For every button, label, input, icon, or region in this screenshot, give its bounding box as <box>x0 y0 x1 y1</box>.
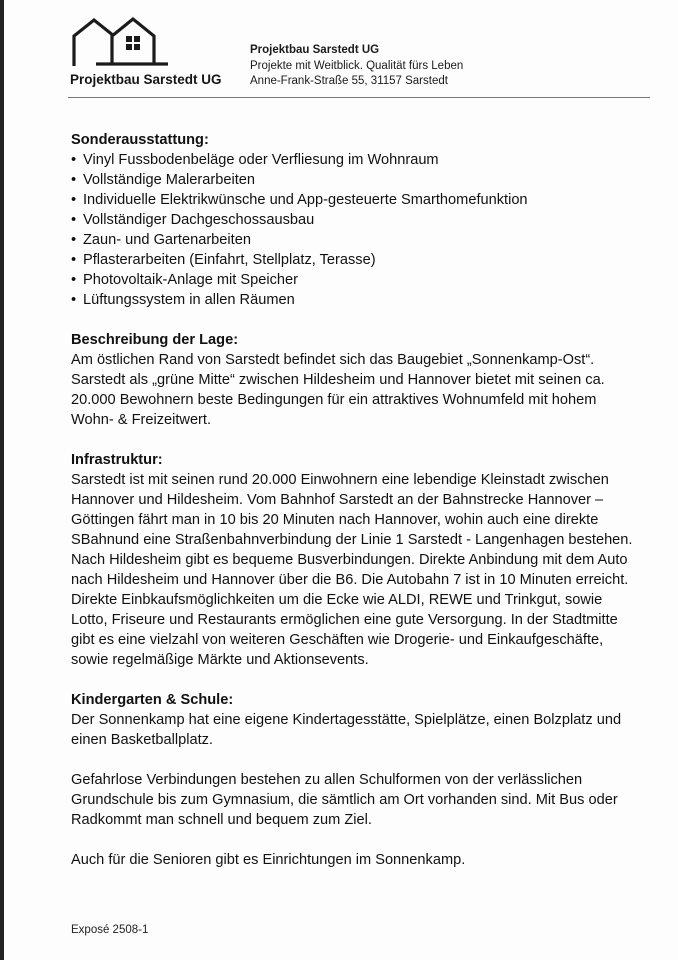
list-item-text: Individuelle Elektrikwünsche und App-gesteuerte Smarthomefunktion <box>83 192 528 208</box>
section-text: Sarstedt ist mit seinen rund 20.000 Einwohnern eine lebendige Kleinstadt zwischen Hannover und Hildesheim. Vom Bahnhof Sarstedt an der Bahnstrecke Hannover – Göttingen fährt man in 10 bis 20 Minuten nach Hannover, wohin auch eine direkte SBahnund eine Straßenbahnverbindung der Linie 1 Sarstedt - Langenhagen bestehen. Nach Hildesheim gibt es bequeme Busverbindungen. Direkte Anbindung mit dem Auto nach Hildesheim und Hannover über die B6. Die Autobahn 7 ist in 10 Minuten erreicht. Direkte Einbkaufsmöglichkeiten um die Ecke wie ALDI, REWE und Trinkgut, sowie Lotto, Friseure und Restaurants ermöglichen eine gute Versorgung. In der Stadtmitte gibt es eine vielzahl von weiteren Geschäften wie Drogerie- und Einkaufgeschäfte, sowie regelmäßige Märkte und Aktionsevents. <box>71 472 633 668</box>
house-logo-icon <box>70 16 170 68</box>
list-item-text: Vinyl Fussbodenbeläge oder Verfliesung im Wohnraum <box>83 152 439 168</box>
list-item-text: Photovoltaik-Anlage mit Speicher <box>83 272 298 288</box>
company-tagline: Projekte mit Weitblick. Qualität fürs Leben <box>250 59 464 72</box>
bullet-icon: • <box>71 232 77 248</box>
document-body <box>71 130 641 890</box>
bullet-icon: • <box>71 212 77 228</box>
section-text: Der Sonnenkamp hat eine eigene Kindertagesstätte, Spielplätze, einen Bolzplatz und einen Basketballplatz. <box>71 712 622 748</box>
list-item <box>71 250 641 270</box>
document-id: Exposé 2508-1 <box>71 924 149 936</box>
list-item <box>71 190 641 210</box>
section-text: Gefahrlose Verbindungen bestehen zu allen Schulformen von der verlässlichen Grundschule bis zum Gymnasium, die sämtlich am Ort vorhanden sind. Mit Bus oder Radkommt man schnell und bequem zum Ziel. <box>71 772 618 828</box>
header-divider <box>68 97 650 98</box>
bullet-icon: • <box>71 192 77 208</box>
logo-company-name: Projektbau Sarstedt UG <box>70 72 222 87</box>
company-address: Anne-Frank-Straße 55, 31157 Sarstedt <box>250 75 448 87</box>
left-edge-strip <box>0 0 4 960</box>
list-item <box>71 270 641 290</box>
bullet-icon: • <box>71 172 77 188</box>
section-kindergarten <box>71 690 641 750</box>
section-heading: Infrastruktur: <box>71 452 163 468</box>
list-item <box>71 170 641 190</box>
list-item-text: Vollständige Malerarbeiten <box>83 172 255 188</box>
list-item <box>71 290 641 310</box>
section-text: Auch für die Senioren gibt es Einrichtungen im Sonnenkamp. <box>71 852 466 868</box>
section-heading: Sonderausstattung: <box>71 132 209 148</box>
company-info <box>250 43 463 90</box>
section-heading: Kindergarten & Schule: <box>71 692 234 708</box>
bullet-icon: • <box>71 152 77 168</box>
bullet-icon: • <box>71 252 77 268</box>
features-list <box>71 150 641 310</box>
section-lage <box>71 330 641 430</box>
list-item <box>71 150 641 170</box>
list-item <box>71 230 641 250</box>
section-infrastruktur <box>71 450 641 670</box>
list-item-text: Pflasterarbeiten (Einfahrt, Stellplatz, Terasse) <box>83 252 376 268</box>
section-sonderausstattung <box>71 130 641 310</box>
bullet-icon: • <box>71 272 77 288</box>
list-item-text: Lüftungssystem in allen Räumen <box>83 292 295 308</box>
list-item <box>71 210 641 230</box>
section-senioren <box>71 850 641 870</box>
section-heading: Beschreibung der Lage: <box>71 332 239 348</box>
list-item-text: Zaun- und Gartenarbeiten <box>83 232 251 248</box>
bullet-icon: • <box>71 292 77 308</box>
company-logo <box>68 16 222 87</box>
list-item-text: Vollständiger Dachgeschossausbau <box>83 212 315 228</box>
section-schulen <box>71 770 641 830</box>
company-name: Projektbau Sarstedt UG <box>250 44 380 56</box>
section-text: Am östlichen Rand von Sarstedt befindet sich das Baugebiet „Sonnenkamp-Ost“. Sarstedt als „grüne Mitte“ zwischen Hildesheim und Hannover bietet mit seinen ca. 20.000 Bewohnern beste Bedingungen für ein attraktives Wohnumfeld mit hohem Wohn- & Freizeitwert. <box>71 352 605 428</box>
